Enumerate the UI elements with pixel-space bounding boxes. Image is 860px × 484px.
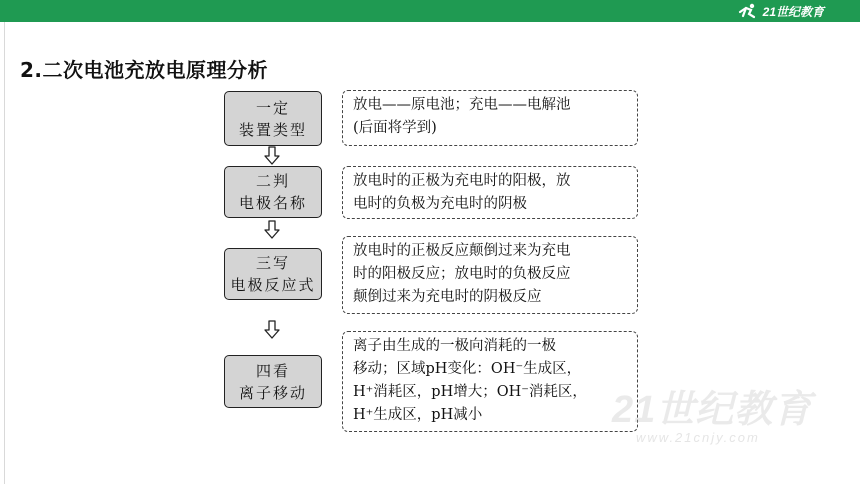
desc-3-line3: 颠倒过来为充电时的阴极反应 (353, 289, 542, 305)
watermark-logo: 21世纪教育 (612, 389, 813, 431)
step-box-2 (224, 166, 322, 218)
step-1-line1: 一定 (255, 98, 290, 117)
desc-2-line2: 电时的负极为充电时的阴极 (353, 196, 527, 212)
step-box-3 (224, 248, 322, 300)
step-1-line2: 装置类型 (238, 120, 307, 139)
step-desc-3 (342, 236, 638, 314)
desc-2-line1: 放电时的正极为充电时的阳极，放 (353, 173, 571, 189)
step-box-4 (224, 355, 322, 408)
step-box-1 (224, 91, 322, 146)
desc-4-line1: 离子由生成的一极向消耗的一极 (353, 338, 556, 354)
step-2-line2: 电极名称 (238, 194, 307, 212)
desc-1-line1: 放电——原电池；充电——电解池 (353, 97, 571, 113)
section-title: 2.二次电池充放电原理分析 (20, 58, 269, 82)
desc-3-line2: 时的阳极反应；放电时的负极反应 (353, 266, 571, 282)
step-4-line1: 四看 (255, 361, 290, 380)
desc-3-line1: 放电时的正极反应颠倒过来为充电 (353, 243, 571, 259)
runner-icon (737, 3, 759, 19)
desc-4-line3: H⁺消耗区，pH增大；OH⁻消耗区， (353, 384, 587, 400)
brand-logo (737, 2, 824, 20)
step-desc-4 (342, 331, 638, 432)
step-desc-1 (342, 90, 638, 146)
down-arrow-icon (263, 146, 281, 166)
desc-4-line2: 移动；区域pH变化：OH⁻生成区， (353, 361, 582, 377)
step-3-line1: 三写 (255, 254, 290, 272)
step-3-line2: 电极反应式 (230, 276, 316, 294)
watermark-url: www.21cnjy.com (636, 430, 760, 445)
header-bar (0, 0, 860, 22)
step-2-line1: 二判 (255, 172, 290, 190)
down-arrow-icon (263, 220, 281, 240)
desc-1-line2: (后面将学到) (353, 120, 437, 136)
down-arrow-icon (263, 320, 281, 340)
step-4-line2: 离子移动 (238, 383, 307, 402)
step-desc-2 (342, 166, 638, 219)
logo-text: 21世纪教育 (762, 4, 824, 19)
left-border (4, 22, 5, 484)
desc-4-line4: H⁺生成区，pH减小 (353, 407, 483, 423)
